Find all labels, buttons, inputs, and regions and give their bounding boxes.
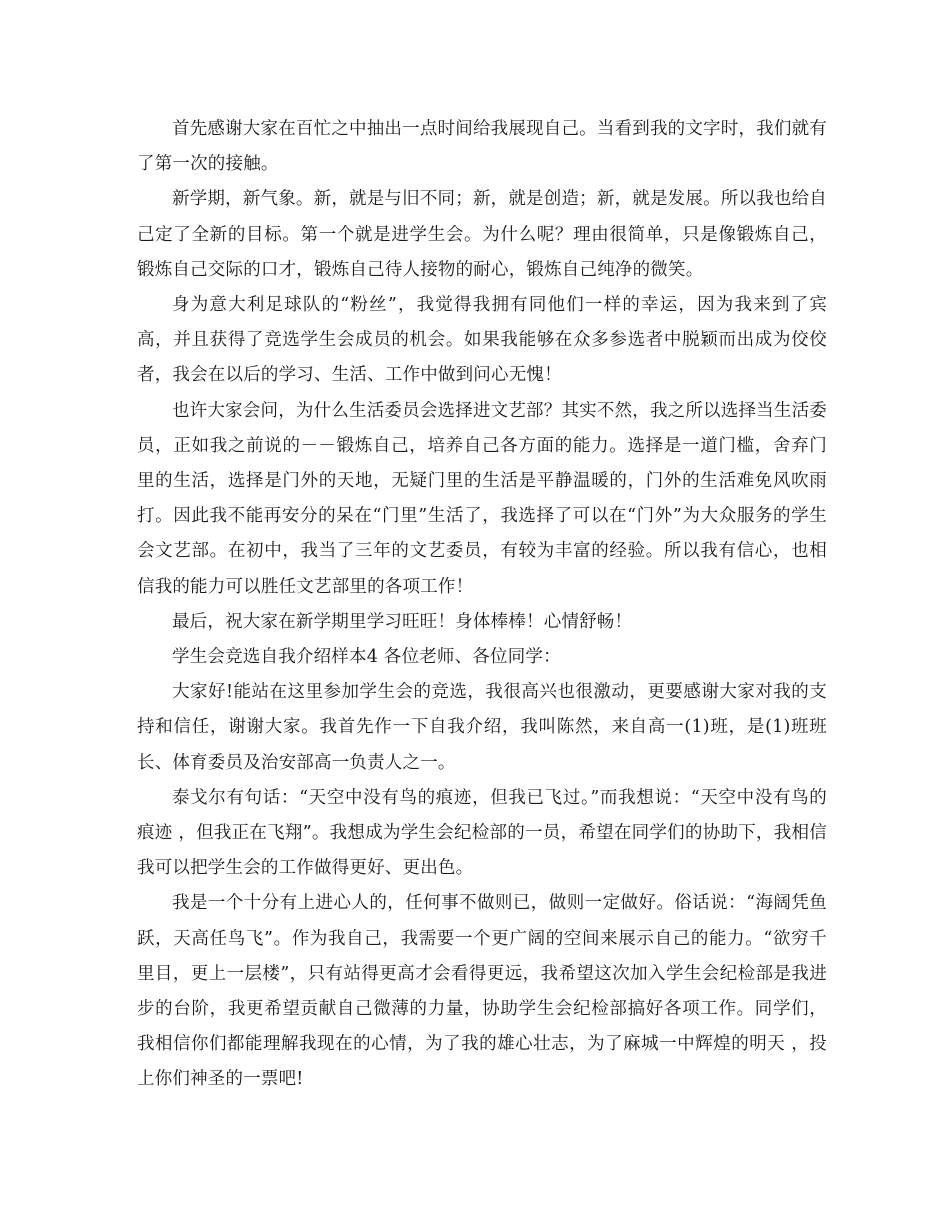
document-body [137,112,827,1098]
paragraph-intro-thanks: 首先感谢大家在百忙之中抽出一点时间给我展现自己。当看到我的文字时，我们就有了第一次的接触。 [137,119,827,175]
paragraph-new-semester: 新学期，新气象。新，就是与旧不同；新，就是创造；新，就是发展。所以我也给自己定了全新的目标。第一个就是进学生会。为什么呢？理由很简单，只是像锻炼自己，锻炼自己交际的口才，锻炼自己待人接物的耐心，锻炼自己纯净的微笑。 [137,189,827,280]
paragraph-sample-heading: 学生会竞选自我介绍样本4 各位老师、各位同学： [172,647,561,668]
paragraph-italy-fan: 身为意大利足球队的“粉丝”，我觉得我拥有同他们一样的幸运，因为我来到了宾高，并且获得了竞选学生会成员的机会。如果我能够在众多参选者中脱颖而出成为佼佼者，我会在以后的学习、生活、工作中做到问心无愧！ [137,295,827,386]
paragraph-tagore-quote: 泰戈尔有句话：“天空中没有鸟的痕迹，但我已飞过。”而我想说：“天空中没有鸟的痕迹 ，但我正在飞翔”。我想成为学生会纪检部的一员，希望在同学们的协助下，我相信我可以把学生会的工作做得更好、更出色。 [137,787,827,879]
paragraph-ambition-vote: 我是一个十分有上进心人的，任何事不做则已，做则一定做好。俗话说：“海阔凭鱼跃，天高任鸟飞”。作为我自己，我需要一个更广阔的空间来展示自己的能力。“欲穷千里目，更上一层楼”，只有站得更高才会看得更远，我希望这次加入学生会纪检部是我进步的台阶，我更希望贡献自己微薄的力量，协助学生会纪检部搞好各项工作。同学们，我相信你们都能理解我现在的心情，为了我的雄心壮志，为了麻城一中辉煌的明天 ，投上你们神圣的一票吧! [137,893,827,1090]
paragraph-why-arts-dept: 也许大家会问，为什么生活委员会选择进文艺部？其实不然，我之所以选择当生活委员，正如我之前说的－－锻炼自己，培养自己各方面的能力。选择是一道门槛，舍弃门里的生活，选择是门外的天地，无疑门里的生活是平静温暖的，门外的生活难免风吹雨打。因此我不能再安分的呆在“门里”生活了，我选择了可以在“门外”为大众服务的学生会文艺部。在初中，我当了三年的文艺委员，有较为丰富的经验。所以我有信心，也相信我的能力可以胜任文艺部里的各项工作！ [137,400,827,597]
paragraph-closing-wishes: 最后，祝大家在新学期里学习旺旺！身体棒棒！心情舒畅！ [172,611,633,632]
paragraph-self-introduction: 大家好!能站在这里参加学生会的竞选，我很高兴也很激动，更要感谢大家对我的支持和信任，谢谢大家。我首先作一下自我介绍，我叫陈然，来自高一(1)班，是(1)班班长、体育委员及治安部高一负责人之一。 [137,682,827,773]
